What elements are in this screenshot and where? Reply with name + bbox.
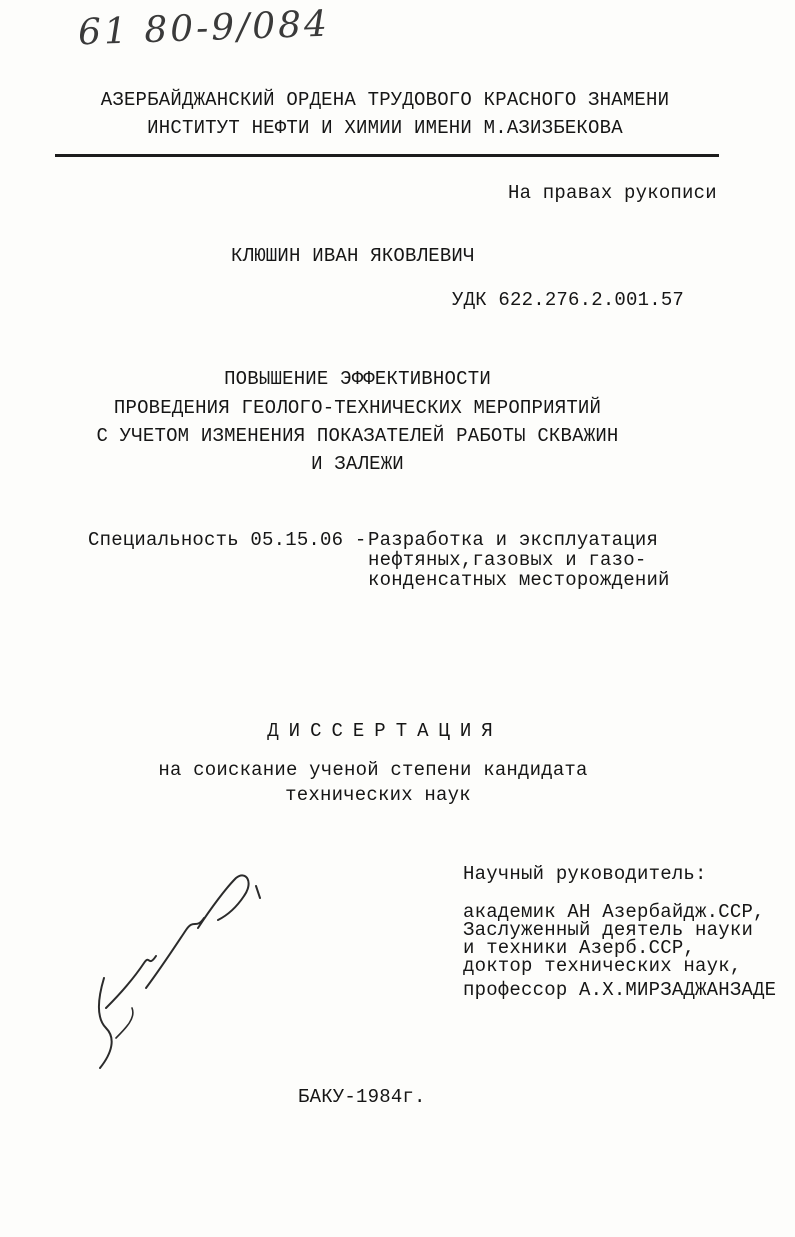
institution-line-2: ИНСТИТУТ НЕФТИ И ХИМИИ ИМЕНИ М.АЗИЗБЕКОВА <box>147 117 623 139</box>
supervisor-line-4: доктор технических наук, <box>463 955 742 977</box>
author-name: КЛЮШИН ИВАН ЯКОВЛЕВИЧ <box>231 245 475 267</box>
title-line-2: ПРОВЕДЕНИЯ ГЕОЛОГО-ТЕХНИЧЕСКИХ МЕРОПРИЯТИЙ <box>113 397 602 419</box>
place-and-year: БАКУ-1984г. <box>298 1086 426 1108</box>
institution-line-1: АЗЕРБАЙДЖАНСКИЙ ОРДЕНА ТРУДОВОГО КРАСНОГО ЗНАМЕНИ <box>100 89 670 111</box>
specialty-line-3: конденсатных месторождений <box>368 569 670 591</box>
supervisor-line-2: Заслуженный деятель науки <box>463 919 754 941</box>
supervisor-line-1: академик АН Азербайдж.ССР, <box>463 901 765 923</box>
supervisor-label: Научный руководитель: <box>463 863 707 885</box>
archive-mark: 61 80-9/084 <box>77 3 331 54</box>
udk-code: УДК 622.276.2.001.57 <box>452 289 685 311</box>
degree-line-1: на соискание ученой степени кандидата <box>158 759 588 781</box>
handwritten-signature <box>86 868 286 1078</box>
title-line-1: ПОВЫШЕНИЕ ЭФФЕКТИВНОСТИ <box>224 368 491 390</box>
manuscript-note: На правах рукописи <box>508 182 717 204</box>
title-line-4: И ЗАЛЕЖИ <box>311 453 404 475</box>
specialty-line-2: нефтяных,газовых и газо- <box>368 549 647 571</box>
specialty-line-1: Разработка и эксплуатация <box>368 529 659 551</box>
supervisor-line-3: и техники Азерб.ССР, <box>463 937 696 959</box>
header-divider <box>55 154 719 157</box>
dissertation-heading: ДИССЕРТАЦИЯ <box>267 720 503 742</box>
specialty-label: Специальность 05.15.06 - <box>88 529 367 551</box>
degree-line-2: технических наук <box>285 784 471 806</box>
title-line-3: С УЧЕТОМ ИЗМЕНЕНИЯ ПОКАЗАТЕЛЕЙ РАБОТЫ СКВАЖИН <box>96 425 619 447</box>
supervisor-line-5: профессор А.Х.МИРЗАДЖАНЗАДЕ <box>463 979 777 1001</box>
